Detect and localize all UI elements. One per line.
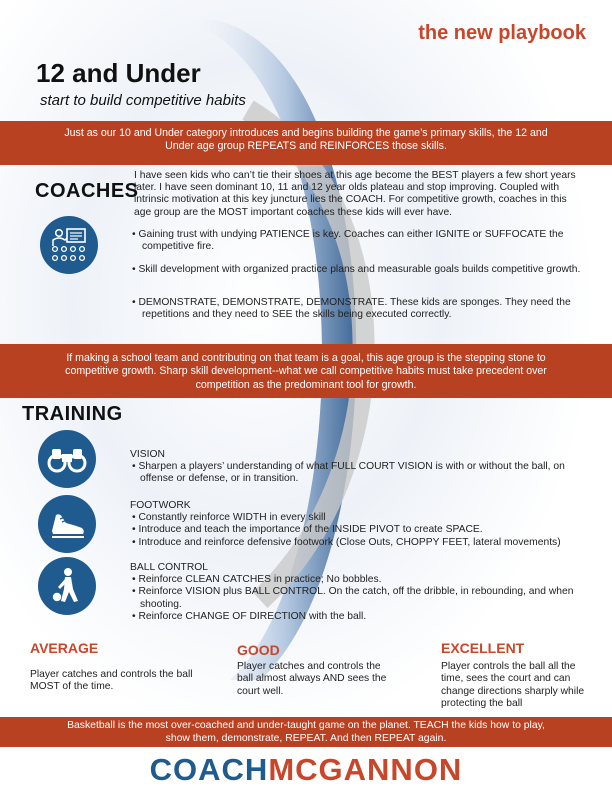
coaches-heading: COACHES <box>35 180 139 202</box>
logo-part-coach: COACH <box>149 752 269 787</box>
intro-band-text: Just as our 10 and Under category introduces and begins building the game’s primary skills, the 12 and Under age group REPEATS and REINFORCES those skills. <box>64 127 548 153</box>
dribbling-player-icon <box>38 557 96 615</box>
intro-band <box>0 121 612 165</box>
training-section-title: FOOTWORK <box>130 500 191 511</box>
bottom-band-text: Basketball is the most over-coached and under-taught game on the planet. TEACH the kids how to play, show them, demonstrate, REPEAT. And then REPEAT again. <box>67 720 545 744</box>
training-item: • Constantly reinforce WIDTH in every skill <box>132 512 326 524</box>
coaches-intro: I have seen kids who can’t tie their shoes at this age become the BEST players a few short years later. I have seen dominant 10, 11 and 12 year olds plateau and stop improving. Coupled with intrinsic motivation at this key juncture lies the COACH. For competitive growth, coaches in this age group are the MOST important coaches these kids will ever have. <box>134 170 576 218</box>
training-item: • Reinforce CHANGE OF DIRECTION with the ball. <box>132 610 367 622</box>
middle-band <box>0 344 612 398</box>
training-item: • Reinforce VISION plus BALL CONTROL. On the catch, off the dribble, in rebounding, and when shooting. <box>132 586 574 610</box>
training-item: • Sharpen a players’ understanding of what FULL COURT VISION is with or without the ball, on offense or defense, or in transition. <box>132 461 565 485</box>
training-section-title: BALL CONTROL <box>130 562 209 573</box>
coaches-bullet: • Skill development with organized practice plans and measurable goals builds competitive growth. <box>132 264 581 275</box>
training-item: • Introduce and teach the importance of the INSIDE PIVOT to create SPACE. <box>132 524 483 536</box>
sneaker-icon <box>38 495 96 553</box>
rating-good-desc: Player catches and controls the ball almost always AND sees the court well. <box>237 661 387 697</box>
middle-band-text: If making a school team and contributing on that team is a goal, this age group is the stepping stone to competitive growth. Sharp skill development--what we call competitive habits must take precedent over competition as the predominant tool for growth. <box>65 352 547 391</box>
binoculars-icon <box>38 430 96 488</box>
training-vision <box>130 449 590 486</box>
training-heading: TRAINING <box>22 403 123 425</box>
rating-excellent-label: EXCELLENT <box>441 640 525 656</box>
rating-average-desc: Player catches and controls the ball MOST of the time. <box>30 669 193 693</box>
coaches-bullet: • DEMONSTRATE, DEMONSTRATE, DEMONSTRATE. These kids are sponges. They need the repetitions and they need to SEE the skills being executed correctly. <box>132 297 571 321</box>
training-section-title: VISION <box>130 449 165 460</box>
bottom-band <box>0 717 612 747</box>
page-title: 12 and Under <box>36 58 201 88</box>
training-item: • Introduce and reinforce defensive footwork (Close Outs, CHOPPY FEET, lateral movements) <box>132 536 561 548</box>
page-subtitle: start to build competitive habits <box>40 92 246 109</box>
rating-good-label: GOOD <box>237 642 280 658</box>
training-ball-control <box>130 562 590 623</box>
coach-mcgannon-logo <box>0 752 612 788</box>
training-item: • Reinforce CLEAN CATCHES in practice; No bobbles. <box>132 574 382 586</box>
rating-excellent-desc: Player controls the ball all the time, sees the court and can change directions sharply while protecting the ball <box>441 661 585 710</box>
coaches-bullet: • Gaining trust with undying PATIENCE is key. Coaches can either IGNITE or SUFFOCATE the competitive fire. <box>132 229 564 253</box>
logo-part-mcgannon: MCGANNON <box>268 752 463 787</box>
rating-average-label: AVERAGE <box>30 640 99 656</box>
brand-tagline: the new playbook <box>418 22 586 44</box>
training-footwork <box>130 500 590 549</box>
classroom-teacher-icon <box>40 216 98 274</box>
